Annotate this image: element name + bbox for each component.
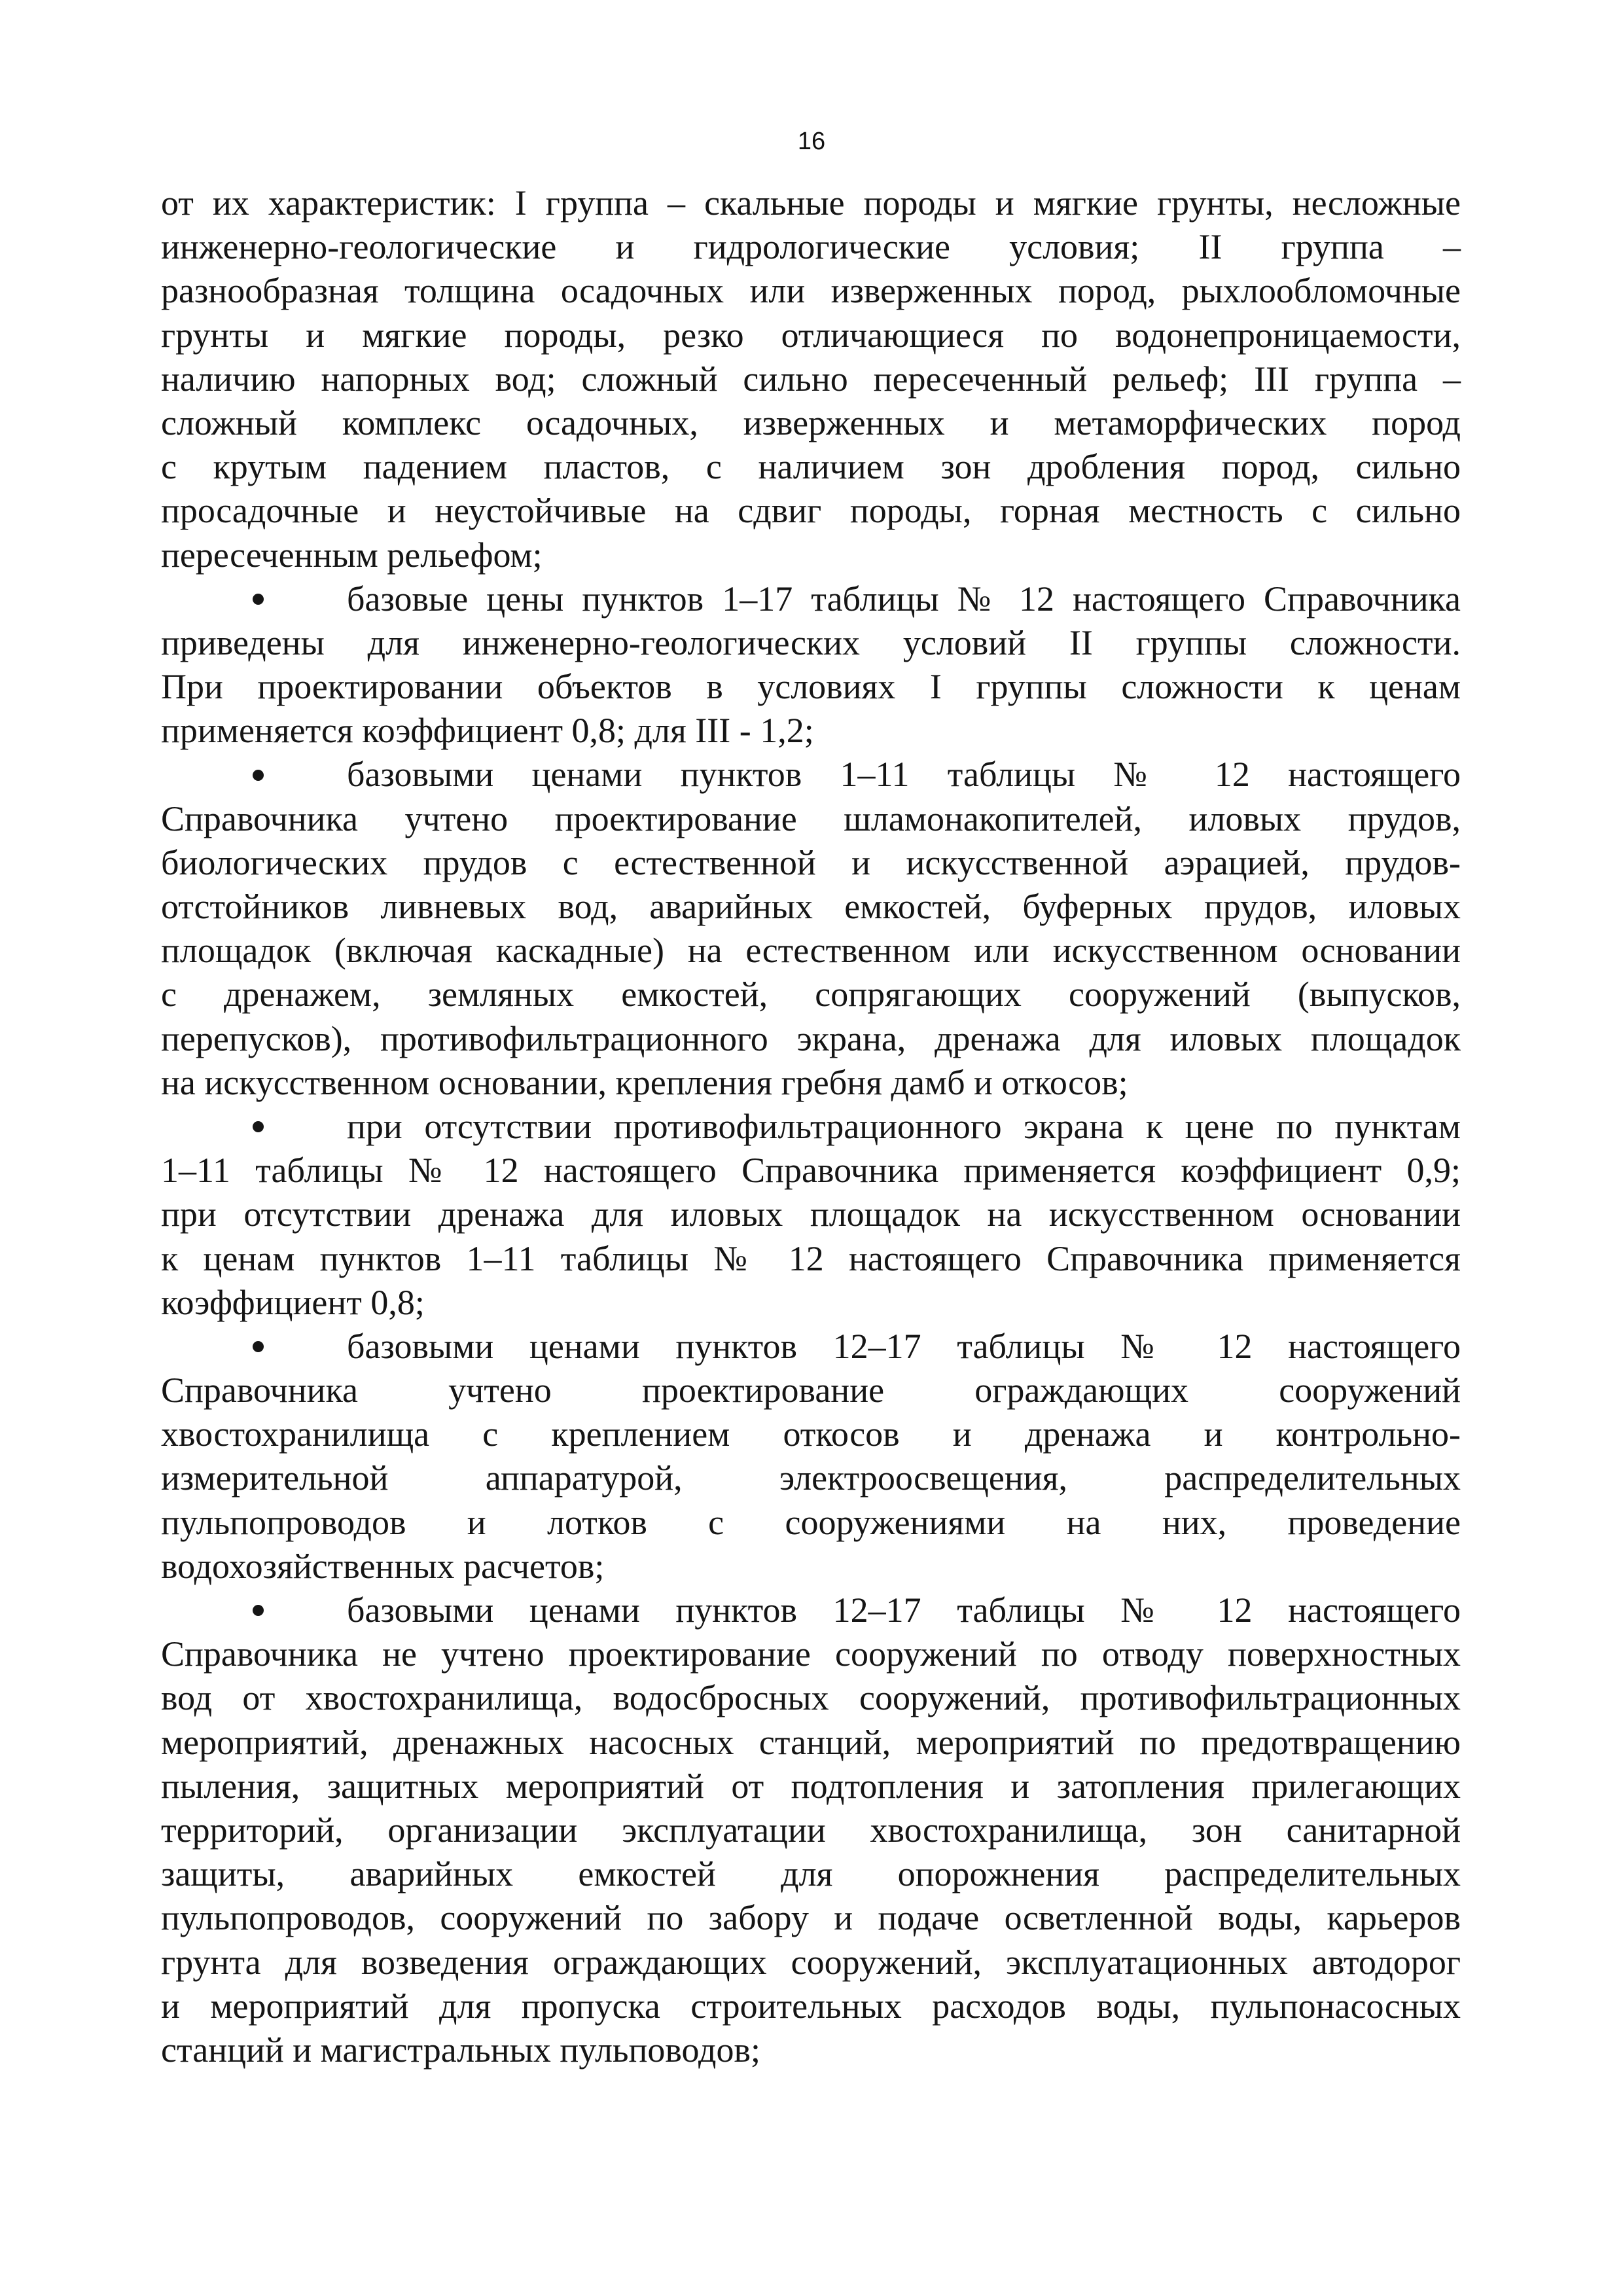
document-body: [161, 181, 1461, 2072]
text-line: [161, 1676, 1461, 1720]
line-text: вод от хвостохранилища, водосбросных сооружений, противофильтрационных: [161, 1678, 1461, 1718]
page-number: 16: [797, 128, 826, 155]
text-line: [161, 1017, 1461, 1061]
bullet-icon: [253, 1588, 264, 1632]
bullet-icon: [253, 753, 264, 797]
bullet-icon: [253, 1105, 264, 1149]
text-line: [161, 1281, 1461, 1325]
line-text: просадочные и неустойчивые на сдвиг породы, горная местность с сильно: [161, 491, 1461, 531]
text-line: [161, 665, 1461, 709]
text-line: [161, 973, 1461, 1016]
bullet-paragraph: [161, 1588, 1461, 2072]
line-text: коэффициент 0,8;: [161, 1282, 425, 1322]
text-line: [161, 1545, 1461, 1588]
line-text: Справочника учтено проектирование ограждающих сооружений: [161, 1371, 1461, 1410]
paragraph: [161, 181, 1461, 577]
bullet-paragraph: [161, 577, 1461, 753]
line-text: 1–11 таблицы № 12 настоящего Справочника применяется коэффициент 0,9;: [161, 1151, 1461, 1191]
line-text: с дренажем, земляных емкостей, сопрягающих сооружений (выпусков,: [161, 975, 1461, 1014]
line-text: к ценам пунктов 1–11 таблицы № 12 настоящего Справочника применяется: [161, 1238, 1461, 1278]
line-text: измерительной аппаратурой, электроосвещения, распределительных: [161, 1458, 1461, 1498]
bullet-paragraph: [161, 753, 1461, 1105]
bullet-paragraph: [161, 1325, 1461, 1588]
line-text: при отсутствии дренажа для иловых площадок на искусственном основании: [161, 1194, 1461, 1234]
text-line: [161, 357, 1461, 401]
text-line: [161, 1808, 1461, 1852]
text-line: [161, 314, 1461, 357]
line-text: пыления, защитных мероприятий от подтопления и затопления прилегающих: [161, 1766, 1461, 1806]
text-line: [161, 1325, 1461, 1369]
text-line: [161, 533, 1461, 577]
line-text: хвостохранилища с креплением откосов и дренажа и контрольно-: [161, 1414, 1461, 1454]
text-line: [161, 269, 1461, 313]
bullet-icon: [253, 1325, 264, 1369]
line-text: перепусков), противофильтрационного экрана, дренажа для иловых площадок: [161, 1018, 1461, 1058]
line-text: пульпопроводов, сооружений по забору и подаче осветленной воды, карьеров: [161, 1898, 1461, 1938]
line-text: водохозяйственных расчетов;: [161, 1546, 605, 1586]
line-text: от их характеристик: I группа – скальные породы и мягкие грунты, несложные: [161, 183, 1461, 223]
line-text: разнообразная толщина осадочных или изверженных пород, рыхлообломочные: [161, 271, 1461, 311]
line-text: при отсутствии противофильтрационного экрана к цене по пунктам: [347, 1106, 1461, 1146]
text-line: [161, 1369, 1461, 1412]
line-text: Справочника не учтено проектирование сооружений по отводу поверхностных: [161, 1634, 1461, 1674]
text-line: [161, 445, 1461, 489]
text-line: [161, 1501, 1461, 1545]
text-line: [161, 181, 1461, 225]
text-line: [161, 2028, 1461, 2072]
text-line: [161, 1588, 1461, 1632]
line-text: пересеченным рельефом;: [161, 535, 543, 575]
line-text: При проектировании объектов в условиях I группы сложности к ценам: [161, 667, 1461, 707]
line-text: инженерно-геологические и гидрологические условия; II группа –: [161, 227, 1461, 267]
line-text: грунты и мягкие породы, резко отличающиеся по водонепроницаемости,: [161, 315, 1461, 355]
line-text: станций и магистральных пульповодов;: [161, 2030, 760, 2070]
line-text: отстойников ливневых вод, аварийных емкостей, буферных прудов, иловых: [161, 887, 1461, 926]
text-line: [161, 753, 1461, 797]
text-line: [161, 225, 1461, 269]
text-line: [161, 621, 1461, 665]
text-line: [161, 1852, 1461, 1896]
text-line: [161, 929, 1461, 973]
line-text: базовыми ценами пунктов 1–11 таблицы № 12 настоящего: [347, 755, 1461, 795]
text-line: [161, 841, 1461, 885]
line-text: базовыми ценами пунктов 12–17 таблицы № 12 настоящего: [347, 1326, 1461, 1366]
line-text: применяется коэффициент 0,8; для III - 1,2;: [161, 711, 814, 751]
text-line: [161, 1237, 1461, 1281]
line-text: мероприятий, дренажных насосных станций, мероприятий по предотвращению: [161, 1722, 1461, 1762]
text-line: [161, 1061, 1461, 1105]
text-line: [161, 1765, 1461, 1808]
line-text: защиты, аварийных емкостей для опорожнения распределительных: [161, 1854, 1461, 1894]
line-text: базовые цены пунктов 1–17 таблицы № 12 настоящего Справочника: [347, 579, 1461, 619]
text-line: [161, 709, 1461, 753]
text-line: [161, 1456, 1461, 1500]
bullet-icon: [253, 577, 264, 621]
text-line: [161, 489, 1461, 533]
text-line: [161, 1412, 1461, 1456]
line-text: на искусственном основании, крепления гребня дамб и откосов;: [161, 1062, 1128, 1102]
line-text: базовыми ценами пунктов 12–17 таблицы № 12 настоящего: [347, 1590, 1461, 1630]
text-line: [161, 885, 1461, 929]
line-text: сложный комплекс осадочных, изверженных и метаморфических пород: [161, 403, 1461, 442]
text-line: [161, 1632, 1461, 1676]
text-line: [161, 1984, 1461, 2028]
line-text: территорий, организации эксплуатации хвостохранилища, зон санитарной: [161, 1810, 1461, 1850]
bullet-paragraph: [161, 1105, 1461, 1325]
line-text: грунта для возведения ограждающих сооружений, эксплуатационных автодорог: [161, 1942, 1461, 1982]
line-text: приведены для инженерно-геологических условий II группы сложности.: [161, 622, 1461, 662]
line-text: пульпопроводов и лотков с сооружениями на них, проведение: [161, 1502, 1461, 1542]
text-line: [161, 1193, 1461, 1236]
text-line: [161, 797, 1461, 841]
line-text: биологических прудов с естественной и искусственной аэрацией, прудов-: [161, 842, 1461, 882]
text-line: [161, 401, 1461, 445]
text-line: [161, 1941, 1461, 1984]
line-text: площадок (включая каскадные) на естественном или искусственном основании: [161, 931, 1461, 971]
text-line: [161, 577, 1461, 621]
text-line: [161, 1721, 1461, 1765]
line-text: с крутым падением пластов, с наличием зон дробления пород, сильно: [161, 447, 1461, 487]
line-text: и мероприятий для пропуска строительных расходов воды, пульпонасосных: [161, 1986, 1461, 2026]
line-text: наличию напорных вод; сложный сильно пересеченный рельеф; III группа –: [161, 359, 1461, 399]
text-line: [161, 1896, 1461, 1940]
text-line: [161, 1149, 1461, 1193]
text-line: [161, 1105, 1461, 1149]
line-text: Справочника учтено проектирование шламонакопителей, иловых прудов,: [161, 798, 1461, 838]
